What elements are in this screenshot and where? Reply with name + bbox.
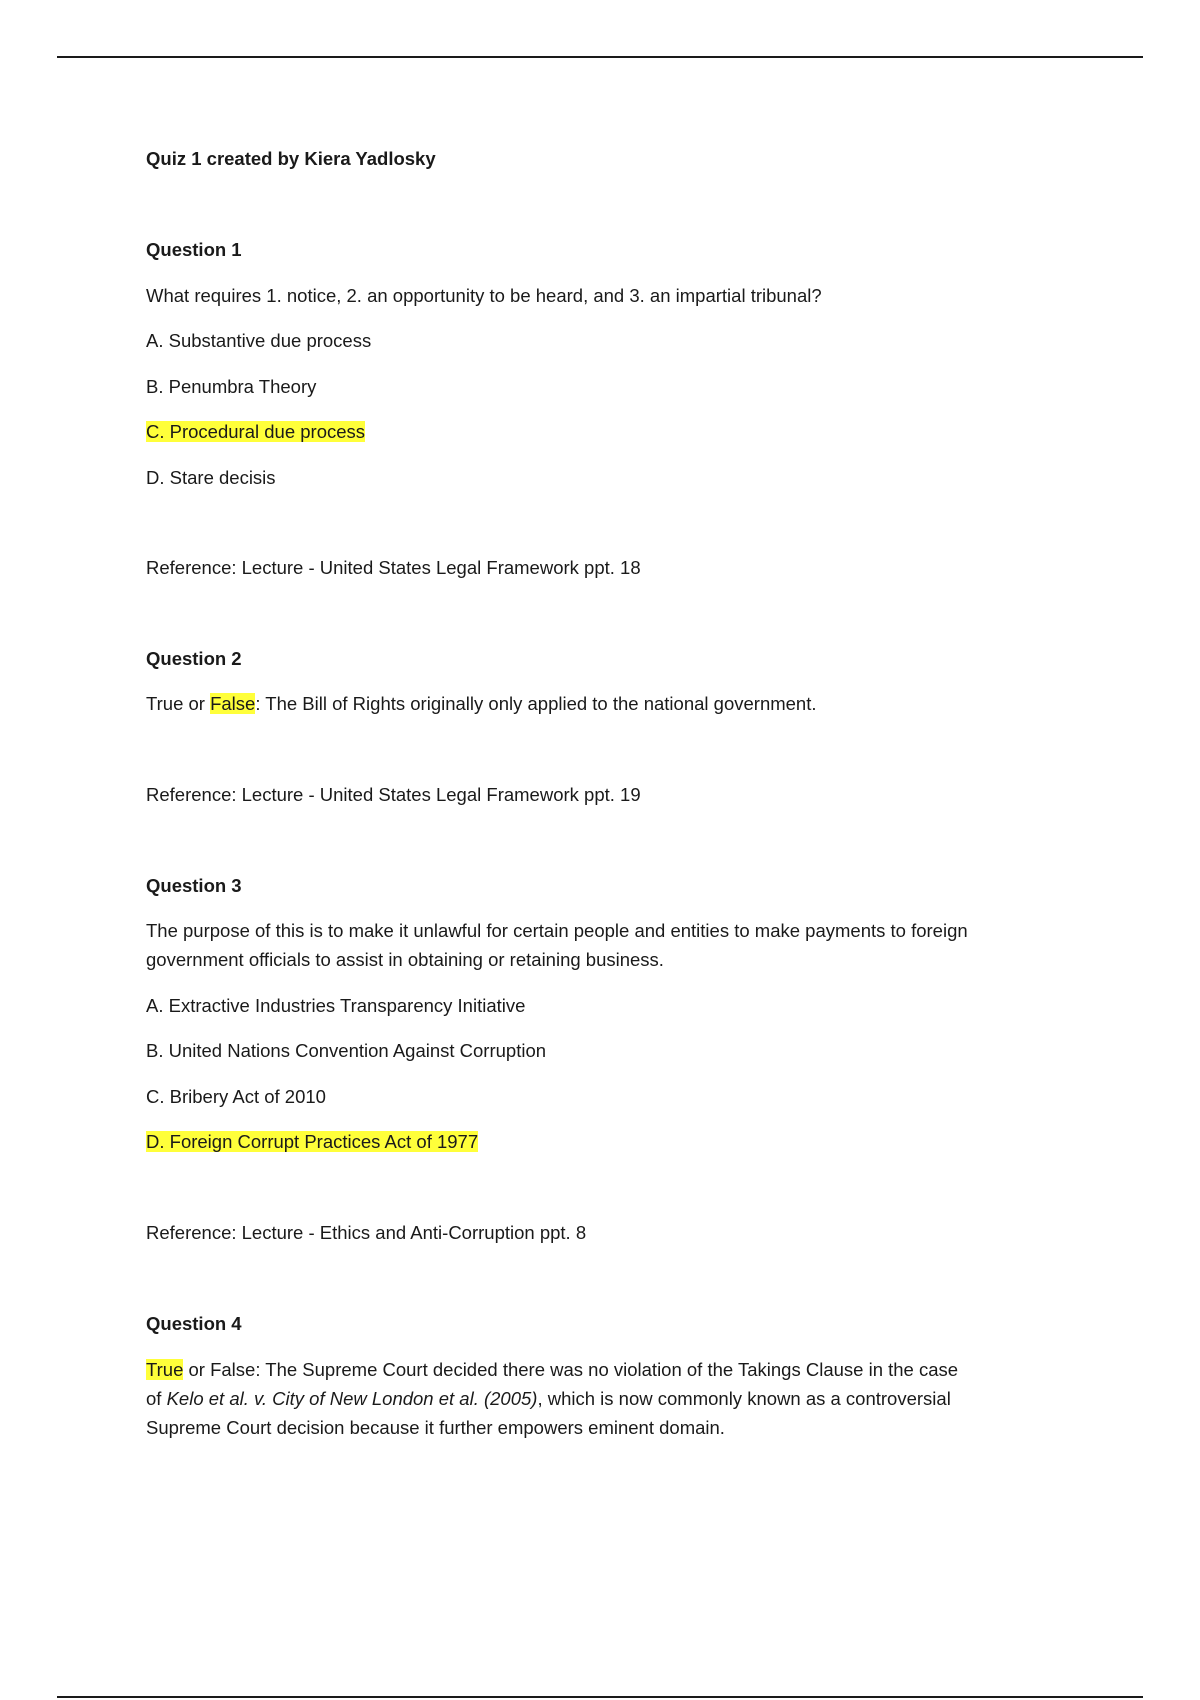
highlighted-answer: C. Procedural due process	[146, 421, 366, 442]
question-4-line-2-text: , which is now commonly known as a controversial	[537, 1388, 951, 1409]
question-1-option-a: A. Substantive due process	[146, 330, 372, 351]
question-1-reference: Reference: Lecture - United States Legal Framework ppt. 18	[146, 557, 641, 578]
question-1-heading: Question 1	[146, 239, 242, 260]
document-title: Quiz 1 created by Kiera Yadlosky	[146, 148, 436, 169]
question-1-option-d: D. Stare decisis	[146, 467, 276, 488]
question-4-line-1	[146, 1356, 958, 1384]
question-3-reference: Reference: Lecture - Ethics and Anti-Corruption ppt. 8	[146, 1222, 587, 1243]
question-4-line-3: Supreme Court decision because it further empowers eminent domain.	[146, 1417, 725, 1438]
question-1-option-b: B. Penumbra Theory	[146, 376, 317, 397]
question-3-heading: Question 3	[146, 875, 242, 896]
question-1-prompt: What requires 1. notice, 2. an opportunity to be heard, and 3. an impartial tribunal?	[146, 285, 822, 306]
question-2-prefix: True or	[146, 693, 211, 714]
question-3-prompt-line-2: government officials to assist in obtaining or retaining business.	[146, 949, 664, 970]
question-3-option-a: A. Extractive Industries Transparency Initiative	[146, 995, 526, 1016]
footer-rule	[57, 1696, 1143, 1698]
question-2-statement	[146, 690, 817, 718]
question-3-prompt-line-1: The purpose of this is to make it unlawful for certain people and entities to make payments to foreign	[146, 920, 968, 941]
question-3-option-d	[146, 1128, 478, 1156]
highlighted-answer: D. Foreign Corrupt Practices Act of 1977	[146, 1131, 479, 1152]
question-3-option-b: B. United Nations Convention Against Corruption	[146, 1040, 547, 1061]
header-rule	[57, 56, 1143, 58]
question-2-reference: Reference: Lecture - United States Legal Framework ppt. 19	[146, 784, 641, 805]
question-1-option-c	[146, 418, 365, 446]
question-3-option-c: C. Bribery Act of 2010	[146, 1086, 326, 1107]
highlighted-answer: False	[210, 693, 256, 714]
question-4-heading: Question 4	[146, 1313, 242, 1334]
question-2-text: : The Bill of Rights originally only applied to the national government.	[255, 693, 817, 714]
question-4-line-1-text: or False: The Supreme Court decided there was no violation of the Takings Clause in the case	[183, 1359, 959, 1380]
question-4-line-2	[146, 1385, 951, 1413]
case-citation: Kelo et al. v. City of New London et al. (2005)	[166, 1388, 538, 1409]
highlighted-answer: True	[146, 1359, 184, 1380]
question-2-heading: Question 2	[146, 648, 242, 669]
question-4-line-2-prefix: of	[146, 1388, 167, 1409]
